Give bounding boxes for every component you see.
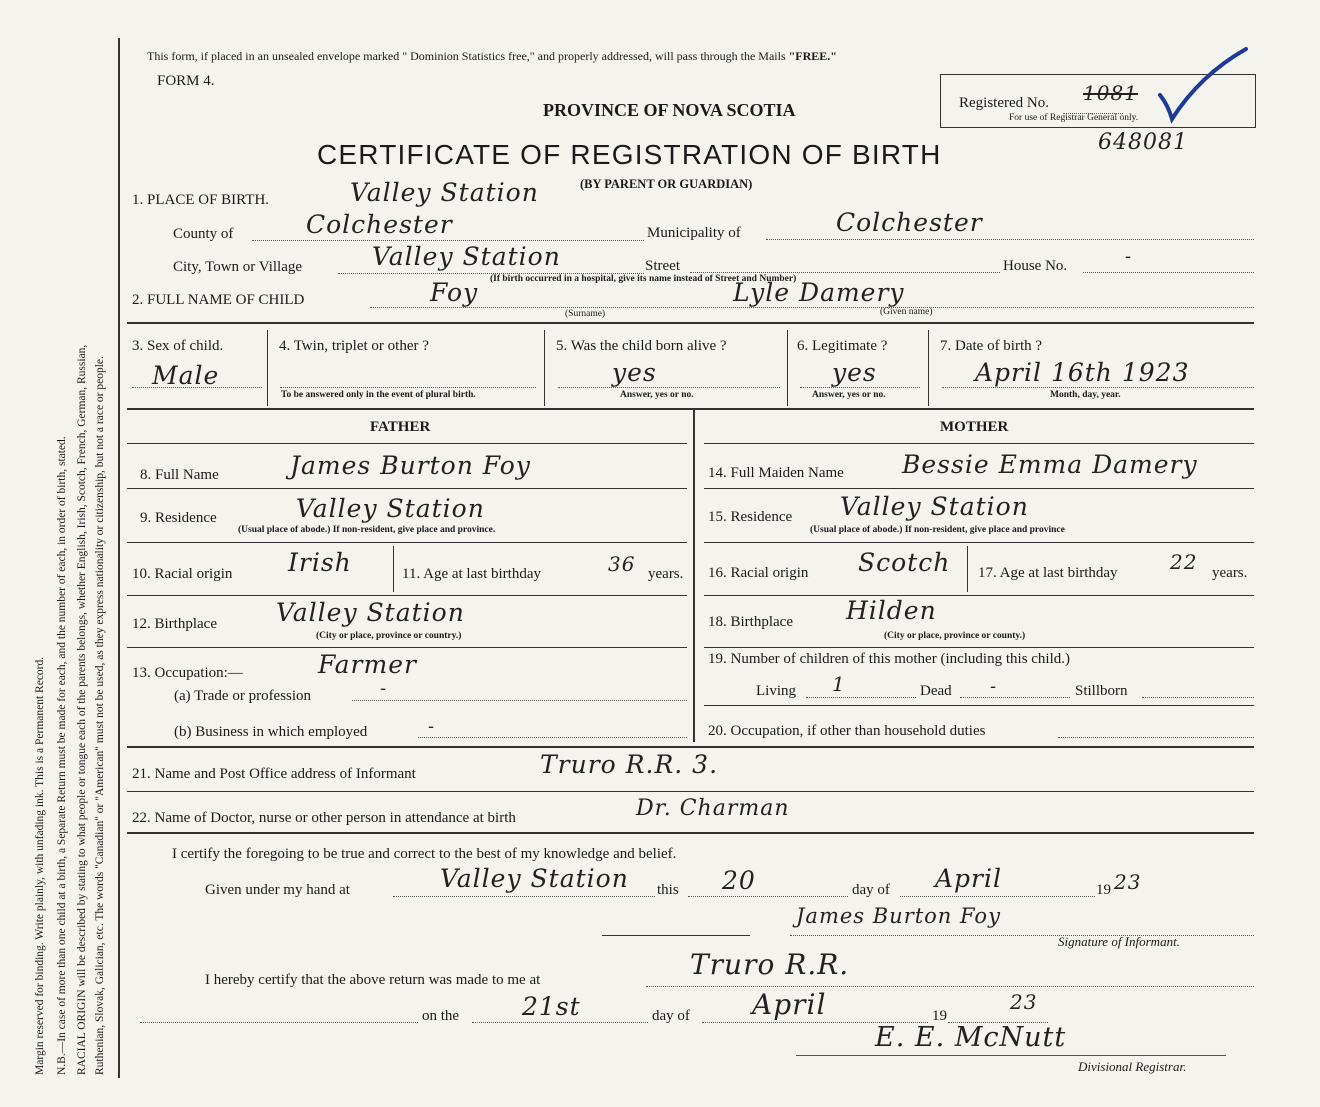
registrar-signature: E. E. McNutt [875,1022,1067,1053]
day-of-label: day of [852,882,890,898]
father-heading: FATHER [370,419,431,435]
born-alive-value: yes [612,358,657,387]
certificate-subtitle: (BY PARENT OR GUARDIAN) [580,177,753,191]
mother-name-value: Bessie Emma Damery [902,450,1198,479]
city-value: Valley Station [372,242,561,271]
living-label: Living [756,683,796,699]
father-age-label: 11. Age at last birthday [402,566,541,582]
child-given-name: Lyle Damery [733,278,905,307]
mother-residence-note: (Usual place of abode.) If non-resident, give place and province [810,525,1065,535]
mother-birthplace-note: (City or place, province or county.) [884,631,1026,641]
father-trade-label: (a) Trade or profession [174,688,312,704]
municipality-value: Colchester [836,208,983,237]
mother-race-value: Scotch [858,548,951,577]
return-year-value: 23 [1010,990,1038,1014]
given-day-value: 20 [722,866,756,895]
mother-occupation-label: 20. Occupation, if other than household duties [708,723,986,739]
born-alive-note: Answer, yes or no. [620,390,694,400]
registered-label: Registered No. [959,95,1049,111]
on-the-label: on the [422,1008,460,1024]
certificate-title: CERTIFICATE OF REGISTRATION OF BIRTH [317,139,942,170]
mother-name-label: 14. Full Maiden Name [708,465,844,481]
informant-value: Truro R.R. 3. [540,750,719,779]
county-value: Colchester [306,210,453,239]
check-mark-icon [1150,45,1250,125]
return-place-value: Truro R.R. [690,948,850,981]
form-number: FORM 4. [157,73,215,89]
return-year-prefix: 19 [932,1008,947,1024]
father-name-label: 8. Full Name [140,467,219,483]
province-heading: PROVINCE OF NOVA SCOTIA [543,100,796,120]
county-label: County of [173,226,234,242]
stillborn-label: Stillborn [1075,683,1128,699]
father-race-value: Irish [288,548,352,577]
father-trade-value: - [380,678,388,699]
given-name-caption: (Given name) [880,307,933,317]
mother-years-label: years. [1212,565,1248,581]
mother-birthplace-label: 18. Birthplace [708,614,793,630]
city-label: City, Town or Village [173,259,303,275]
father-birthplace-label: 12. Birthplace [132,616,217,632]
father-age-value: 36 [608,552,636,576]
margin-racial-note-2: Ruthenian, Slovak, Galician, etc. The words "Canadian" or "American" must not be used, as they express nationality or citizenship, but not a race or people. [94,356,106,1075]
certify-statement: I certify the foregoing to be true and correct to the best of my knowledge and belief. [172,846,677,862]
twin-label: 4. Twin, triplet or other ? [279,338,429,354]
place-of-birth-value: Valley Station [350,178,539,207]
father-residence-value: Valley Station [296,494,485,523]
handwritten-reg-number: 648081 [1098,130,1188,155]
father-residence-note: (Usual place of abode.) If non-resident, give place and province. [238,525,496,535]
legitimate-value: yes [832,358,877,387]
legitimate-label: 6. Legitimate ? [797,338,888,354]
mother-heading: MOTHER [940,419,1009,435]
house-label: House No. [1003,258,1068,274]
place-of-birth-label: 1. PLACE OF BIRTH. [132,192,270,208]
margin-rule [118,38,120,1078]
father-birthplace-note: (City or place, province or country.) [316,631,462,641]
sex-label: 3. Sex of child. [132,338,224,354]
given-year-value: 23 [1114,870,1142,894]
registrar-signature-caption: Divisional Registrar. [1078,1059,1187,1074]
dead-value: - [990,676,998,697]
father-occupation-value: Farmer [318,650,417,679]
informant-signature: James Burton Foy [796,904,1001,928]
mother-age-value: 22 [1170,550,1198,574]
informant-signature-caption: Signature of Informant. [1058,934,1180,949]
registered-number: 1081 [1083,81,1138,105]
this-label: this [657,882,679,898]
doctor-value: Dr. Charman [636,796,790,821]
dead-label: Dead [920,683,952,699]
registrar-note: For use of Registrar General only. [1009,113,1139,123]
child-name-label: 2. FULL NAME OF CHILD [132,292,305,308]
hospital-note: (If birth occurred in a hospital, give its name instead of Street and Number) [490,274,797,284]
mother-residence-value: Valley Station [840,492,1029,521]
living-value: 1 [832,672,846,696]
legitimate-note: Answer, yes or no. [812,390,886,400]
margin-binding-note: Margin reserved for binding. Write plainly, with unfading ink. This is a Permanent Record. [34,656,46,1075]
doctor-label: 22. Name of Doctor, nurse or other person in attendance at birth [132,810,516,826]
given-place-value: Valley Station [440,864,629,893]
mother-birthplace-value: Hilden [846,596,937,625]
mail-notice: This form, if placed in an unsealed envelope marked " Dominion Statistics free," and properly addressed, will pass through the Mails "FREE." [147,49,837,63]
father-years-label: years. [648,566,684,582]
return-month-value: April [752,988,827,1021]
return-label: I hereby certify that the above return was made to me at [205,972,541,988]
dob-value: April 16th 1923 [975,358,1190,387]
father-business-label: (b) Business in which employed [174,724,368,740]
twin-note: To be answered only in the event of plural birth. [281,390,476,400]
given-year-prefix: 19 [1096,882,1111,898]
mother-children-label: 19. Number of children of this mother (including this child.) [708,651,1071,667]
father-occupation-label: 13. Occupation:— [132,665,243,681]
mother-residence-label: 15. Residence [708,509,793,525]
informant-label: 21. Name and Post Office address of Informant [132,766,416,782]
mother-age-label: 17. Age at last birthday [978,565,1118,581]
father-birthplace-value: Valley Station [276,598,465,627]
sex-value: Male [152,361,220,390]
born-alive-label: 5. Was the child born alive ? [556,338,727,354]
father-business-value: - [428,716,436,737]
dob-label: 7. Date of birth ? [940,338,1043,354]
margin-nb-note: N.B.—In case of more than one child at a birth, a Separate Return must be made for each, and the number of each, in order of birth, stated. [56,436,68,1075]
child-surname: Foy [430,278,479,307]
house-value: - [1125,246,1133,267]
father-name-value: James Burton Foy [290,451,531,480]
margin-racial-note-1: RACIAL ORIGIN will be described by stating to what people or tongue each of the parents belongs, whether English, Irish, Scotch, French, German, Russian, [76,344,88,1075]
municipality-label: Municipality of [647,225,741,241]
street-label: Street [645,258,680,274]
given-under-label: Given under my hand at [205,882,350,898]
surname-caption: (Surname) [565,309,606,319]
given-month-value: April [935,864,1002,893]
dob-note: Month, day, year. [1050,390,1121,400]
return-day-value: 21st [522,992,581,1021]
father-race-label: 10. Racial origin [132,566,233,582]
return-day-of-label: day of [652,1008,690,1024]
mother-race-label: 16. Racial origin [708,565,809,581]
father-residence-label: 9. Residence [140,510,217,526]
